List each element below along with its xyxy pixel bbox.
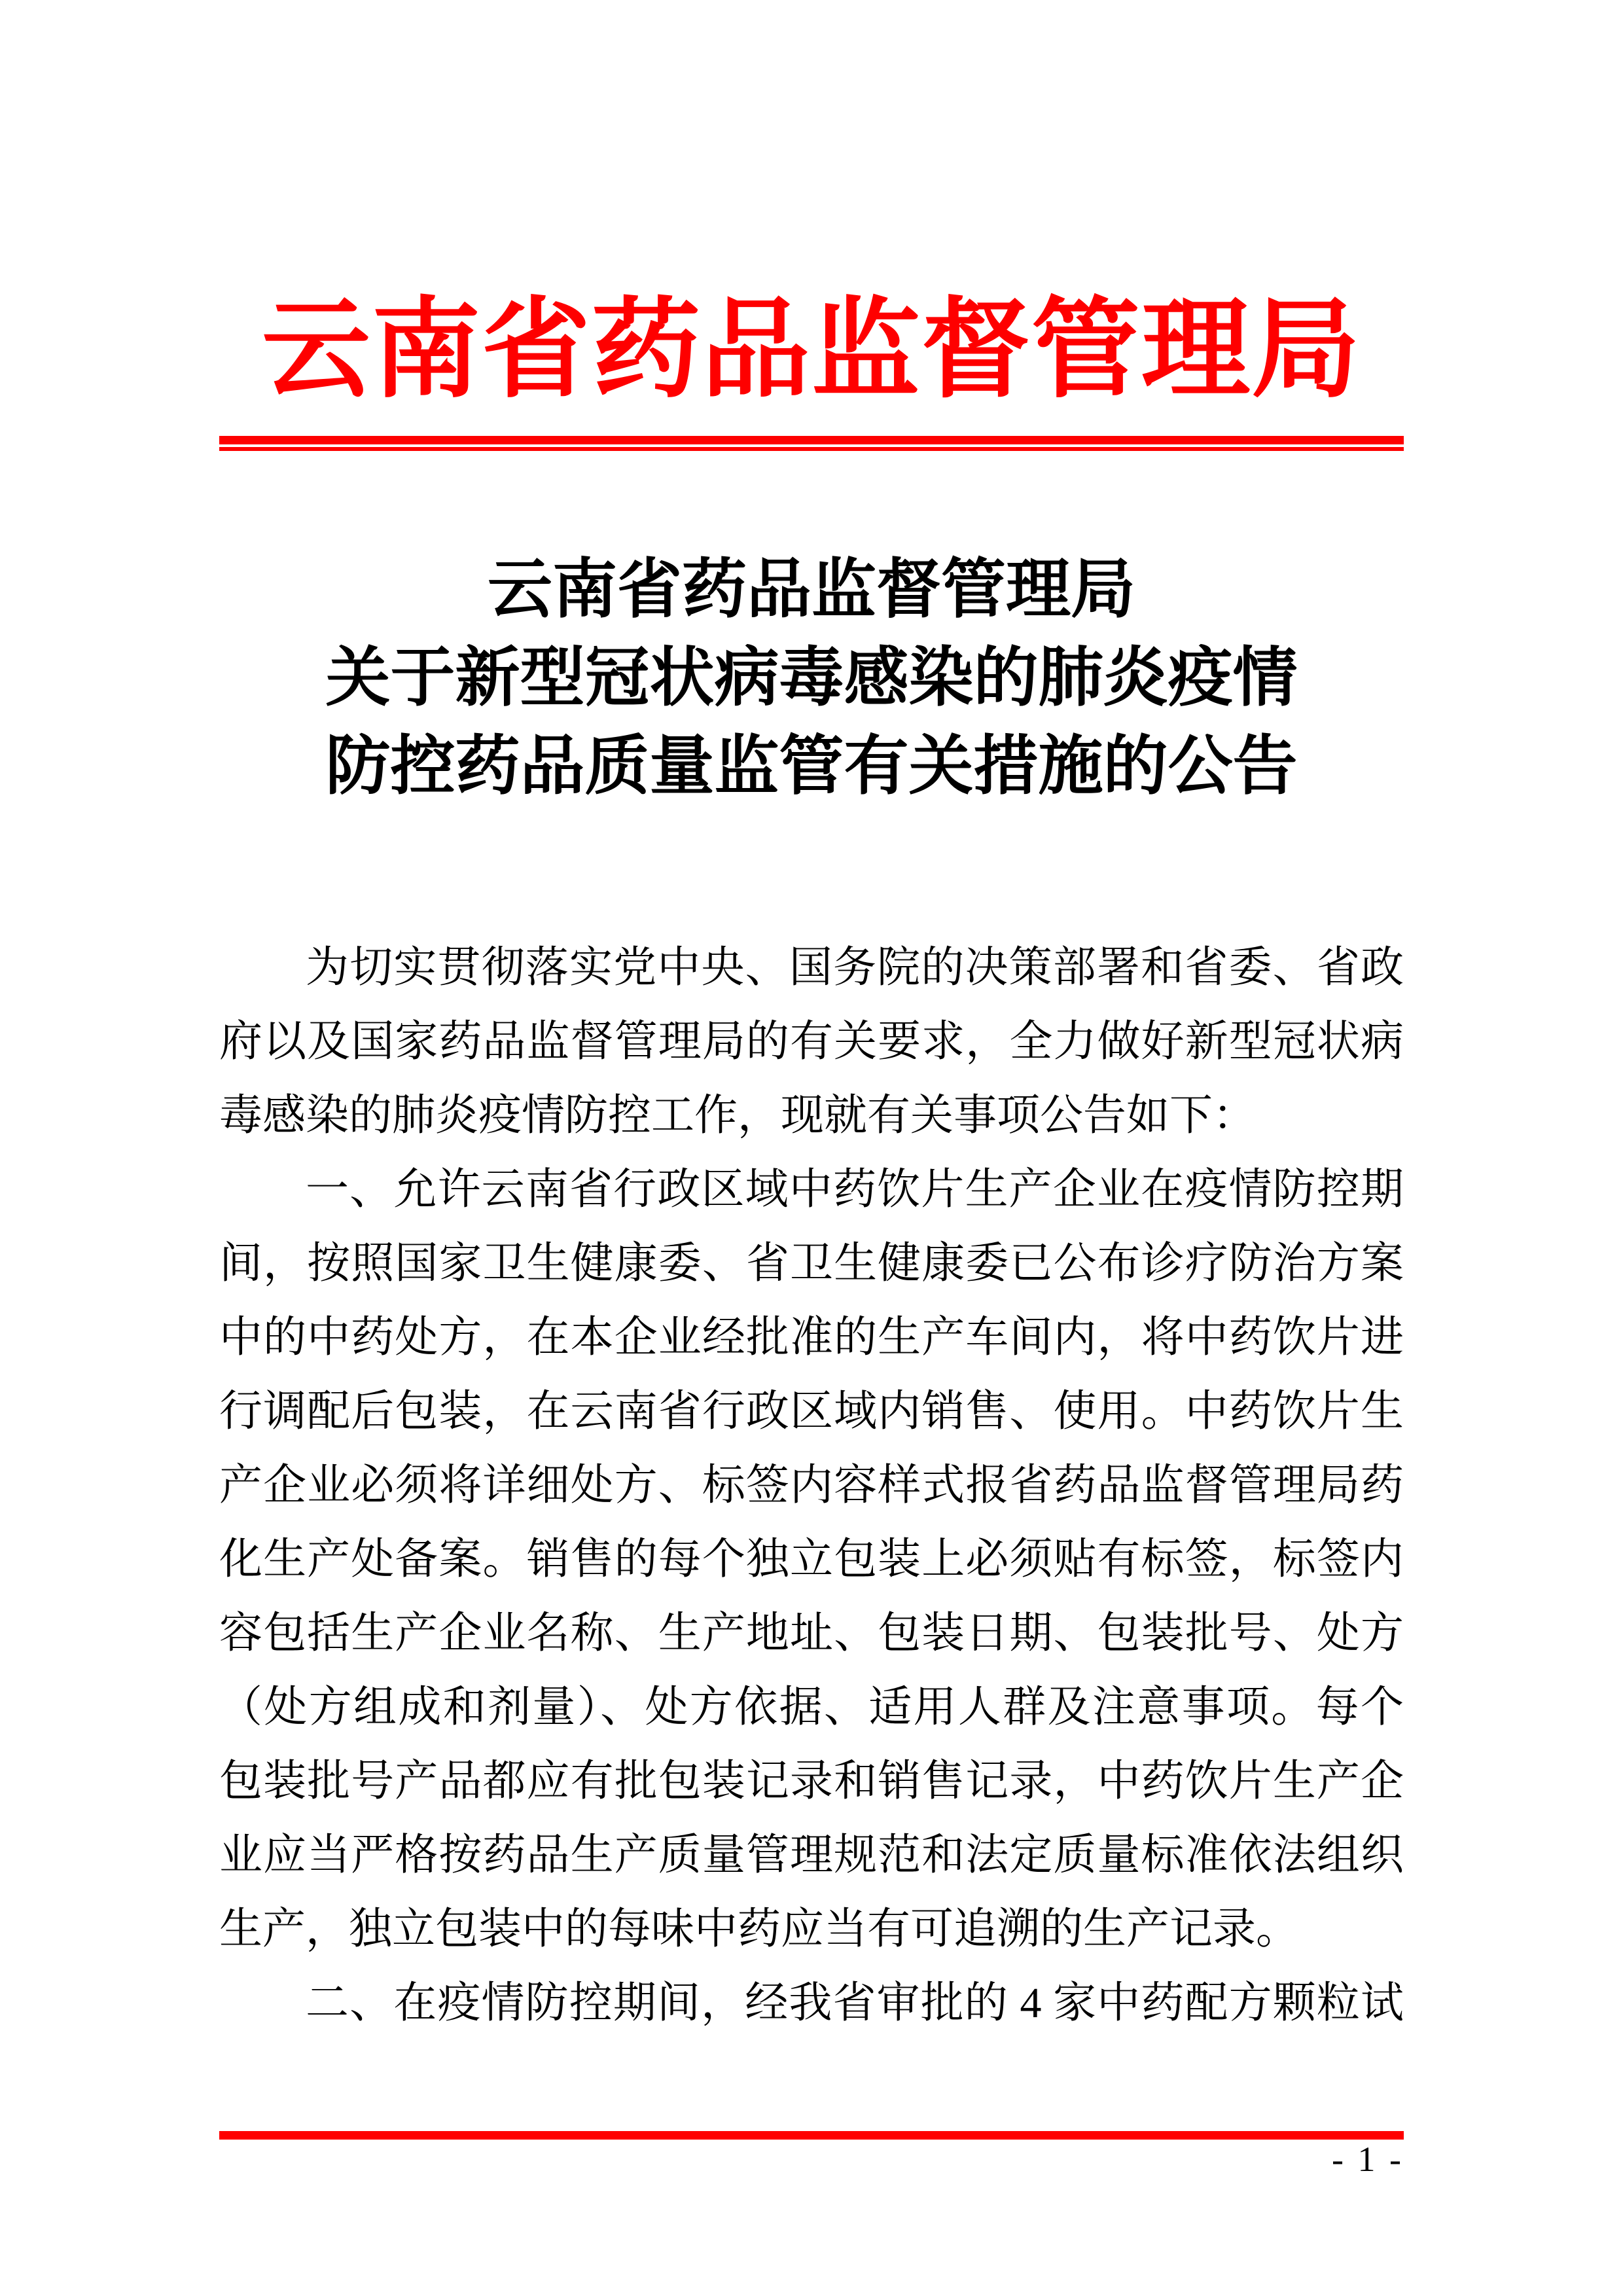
document-body xyxy=(219,931,1404,2040)
body-line-7: 行调配后包装，在云南省行政区域内销售、使用。中药饮片生 xyxy=(219,1388,1404,1435)
body-line-8: 产企业必须将详细处方、标签内容样式报省药品监督管理局药 xyxy=(219,1462,1404,1509)
title-line-3: 防控药品质量监管有关措施的公告 xyxy=(325,731,1298,802)
document-title xyxy=(219,546,1404,811)
body-line-9: 化生产处备案。销售的每个独立包装上必须贴有标签，标签内 xyxy=(219,1535,1404,1583)
body-line-6: 中的中药处方，在本企业经批准的生产车间内，将中药饮片进 xyxy=(219,1314,1404,1361)
body-line-2: 府以及国家药品监督管理局的有关要求，全力做好新型冠状病 xyxy=(219,1018,1404,1066)
body-line-13: 业应当严格按药品生产质量管理规范和法定质量标准依法组织 xyxy=(219,1831,1404,1879)
footer-rule xyxy=(219,2131,1404,2140)
letterhead xyxy=(0,281,1623,451)
body-line-15: 二、在疫情防控期间，经我省审批的 4 家中药配方颗粒试 xyxy=(306,1979,1404,2027)
body-line-14: 生产，独立包装中的每味中药应当有可追溯的生产记录。 xyxy=(219,1905,1299,1953)
body-line-10: 容包括生产企业名称、生产地址、包装日期、包装批号、处方 xyxy=(219,1609,1404,1657)
body-line-12: 包装批号产品都应有批包装记录和销售记录，中药饮片生产企 xyxy=(219,1757,1404,1805)
title-line-2: 关于新型冠状病毒感染的肺炎疫情 xyxy=(325,643,1298,714)
page-number: - 1 - xyxy=(1332,2140,1404,2179)
body-line-11: （处方组成和剂量）、处方依据、适用人群及注意事项。每个 xyxy=(219,1683,1404,1731)
letterhead-double-rule xyxy=(219,436,1404,451)
title-line-1: 云南省药品监督管理局 xyxy=(488,554,1135,626)
body-line-1: 为切实贯彻落实党中央、国务院的决策部署和省委、省政 xyxy=(306,944,1404,992)
body-line-5: 间，按照国家卫生健康委、省卫生健康委已公布诊疗防治方案 xyxy=(219,1240,1404,1287)
body-line-4: 一、允许云南省行政区域中药饮片生产企业在疫情防控期 xyxy=(306,1166,1404,1213)
body-line-3: 毒感染的肺炎疫情防控工作，现就有关事项公告如下： xyxy=(219,1092,1256,1139)
agency-name: 云南省药品监督管理局 xyxy=(262,290,1361,410)
